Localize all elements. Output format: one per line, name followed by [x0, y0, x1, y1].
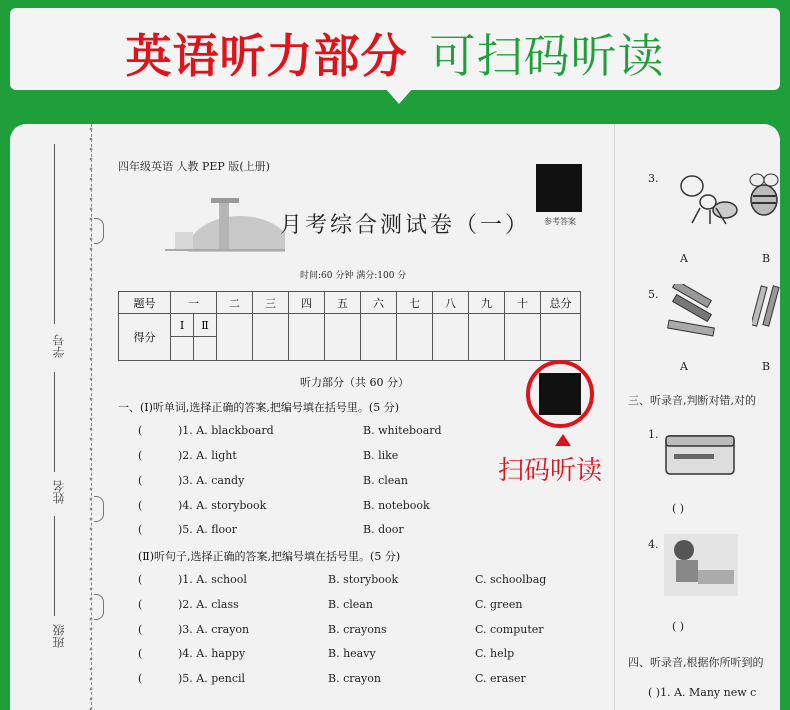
answer-paren: ( — [138, 474, 143, 487]
option-b: B. like — [363, 449, 399, 462]
question-number: 3. — [648, 172, 659, 185]
binding-line — [54, 144, 55, 324]
option-a: )5. A. pencil — [178, 672, 246, 685]
list-item: ( )1. A. Many new c — [648, 686, 757, 699]
score-cell — [397, 314, 433, 361]
score-row-label: 得分 — [119, 314, 171, 361]
section4-heading: 四、听录音,根据你所听到的 — [628, 656, 764, 669]
score-cell — [289, 314, 325, 361]
option-b: B. notebook — [363, 499, 430, 512]
binding-margin — [10, 124, 92, 710]
score-header: 十 — [505, 292, 541, 314]
option-a: )3. A. crayon — [178, 623, 250, 636]
score-header: 七 — [397, 292, 433, 314]
binding-label-name: 姓名 — [52, 480, 66, 504]
score-cell — [469, 314, 505, 361]
option-b: B. crayons — [328, 623, 387, 636]
binding-dots — [86, 124, 96, 710]
question-number: 4. — [648, 538, 659, 551]
score-header: 三 — [253, 292, 289, 314]
arrow-up-icon — [555, 434, 571, 446]
score-cell — [505, 314, 541, 361]
score-header: 九 — [469, 292, 505, 314]
option-c: C. help — [475, 647, 515, 660]
option-a: )1. A. school — [178, 573, 247, 586]
score-header: 二 — [217, 292, 253, 314]
pencils-illustration — [752, 284, 780, 334]
option-c: C. eraser — [475, 672, 526, 685]
score-header: 题号 — [119, 292, 171, 314]
answer-paren: ( — [138, 424, 143, 437]
banner-title-red: 英语听力部分 — [125, 29, 408, 83]
banner-title — [10, 20, 780, 86]
section3-heading: 三、听录音,判断对错,对的 — [628, 394, 756, 407]
score-header: 六 — [361, 292, 397, 314]
score-cell-part1 — [171, 314, 217, 361]
option-label-a: A — [680, 360, 688, 373]
header-banner — [10, 8, 780, 90]
option-c: C. computer — [475, 623, 544, 636]
option-a: )2. A. class — [178, 598, 239, 611]
question-number: 5. — [648, 288, 659, 301]
option-b: B. crayon — [328, 672, 381, 685]
ant-illustration — [670, 168, 740, 226]
score-cell — [253, 314, 289, 361]
pencil-box-illustration — [662, 424, 740, 480]
listening-title: 听力部分（共 60 分） — [300, 376, 409, 389]
answer-paren: ( — [138, 598, 143, 611]
option-b: B. heavy — [328, 647, 376, 660]
option-a: )3. A. candy — [178, 474, 245, 487]
answer-paren: ( — [138, 623, 143, 636]
score-cell — [433, 314, 469, 361]
option-a: )4. A. happy — [178, 647, 246, 660]
score-sub-cell — [194, 314, 216, 360]
exam-title: 月考综合测试卷（一） — [280, 213, 531, 238]
score-table — [118, 291, 581, 361]
question-number: 1. — [648, 428, 659, 441]
binding-seal-mark — [94, 594, 104, 620]
answer-qr-code[interactable] — [536, 164, 582, 212]
option-b: B. door — [363, 523, 404, 536]
qr-caption: 参考答案 — [544, 217, 576, 226]
listen-qr-highlight[interactable] — [526, 360, 594, 428]
time-info: 时间:60 分钟 满分:100 分 — [300, 271, 407, 281]
option-b: B. clean — [363, 474, 408, 487]
score-cell — [541, 314, 581, 361]
score-cell — [361, 314, 397, 361]
banner-pointer — [385, 88, 413, 104]
option-a: )5. A. floor — [178, 523, 238, 536]
exam-header: 四年级英语 人教 PEP 版(上册) — [118, 160, 270, 173]
binding-seal-mark — [94, 496, 104, 522]
option-c: C. green — [475, 598, 523, 611]
answer-blank: ( ) — [672, 620, 685, 633]
building-illustration — [165, 192, 285, 252]
option-a: )1. A. blackboard — [178, 424, 274, 437]
score-cell — [325, 314, 361, 361]
score-sub-label: Ⅰ — [171, 314, 193, 337]
binding-label-class: 班级 — [52, 624, 66, 648]
answer-paren: ( — [138, 523, 143, 536]
answer-blank: ( ) — [672, 502, 685, 515]
option-b: B. clean — [328, 598, 373, 611]
score-sub-label: Ⅱ — [194, 314, 216, 337]
score-header: 四 — [289, 292, 325, 314]
binding-seal-mark — [94, 218, 104, 244]
option-c: C. schoolbag — [475, 573, 547, 586]
binding-line — [54, 372, 55, 472]
bee-illustration — [748, 172, 780, 218]
answer-paren: ( — [138, 499, 143, 512]
section1-part2-heading: (Ⅱ)听句子,选择正确的答案,把编号填在括号里。(5 分) — [138, 550, 401, 563]
option-b: B. whiteboard — [363, 424, 442, 437]
score-header: 一 — [171, 292, 217, 314]
answer-paren: ( — [138, 672, 143, 685]
score-sub-cell — [171, 314, 194, 360]
option-label-a: A — [680, 252, 688, 265]
option-label-b: B — [762, 360, 771, 373]
listen-qr-code[interactable] — [539, 373, 581, 415]
score-header: 八 — [433, 292, 469, 314]
answer-paren: ( — [138, 449, 143, 462]
option-a: )2. A. light — [178, 449, 237, 462]
option-b: B. storybook — [328, 573, 399, 586]
binding-label-student-id: 学号 — [52, 334, 66, 358]
crayons-illustration — [662, 284, 732, 342]
section1-part1-heading: 一、(Ⅰ)听单词,选择正确的答案,把编号填在括号里。(5 分) — [118, 401, 399, 414]
answer-paren: ( — [138, 647, 143, 660]
page-divider — [614, 124, 615, 710]
answer-paren: ( — [138, 573, 143, 586]
score-header: 五 — [325, 292, 361, 314]
option-label-b: B — [762, 252, 771, 265]
scan-to-listen-label: 扫码听读 — [498, 456, 603, 486]
exam-paper — [10, 124, 780, 710]
option-a: )4. A. storybook — [178, 499, 267, 512]
score-header: 总分 — [541, 292, 581, 314]
score-cell — [217, 314, 253, 361]
banner-title-green: 可扫码听读 — [429, 29, 665, 83]
student-cleaning-illustration — [662, 532, 740, 598]
binding-line — [54, 516, 55, 616]
